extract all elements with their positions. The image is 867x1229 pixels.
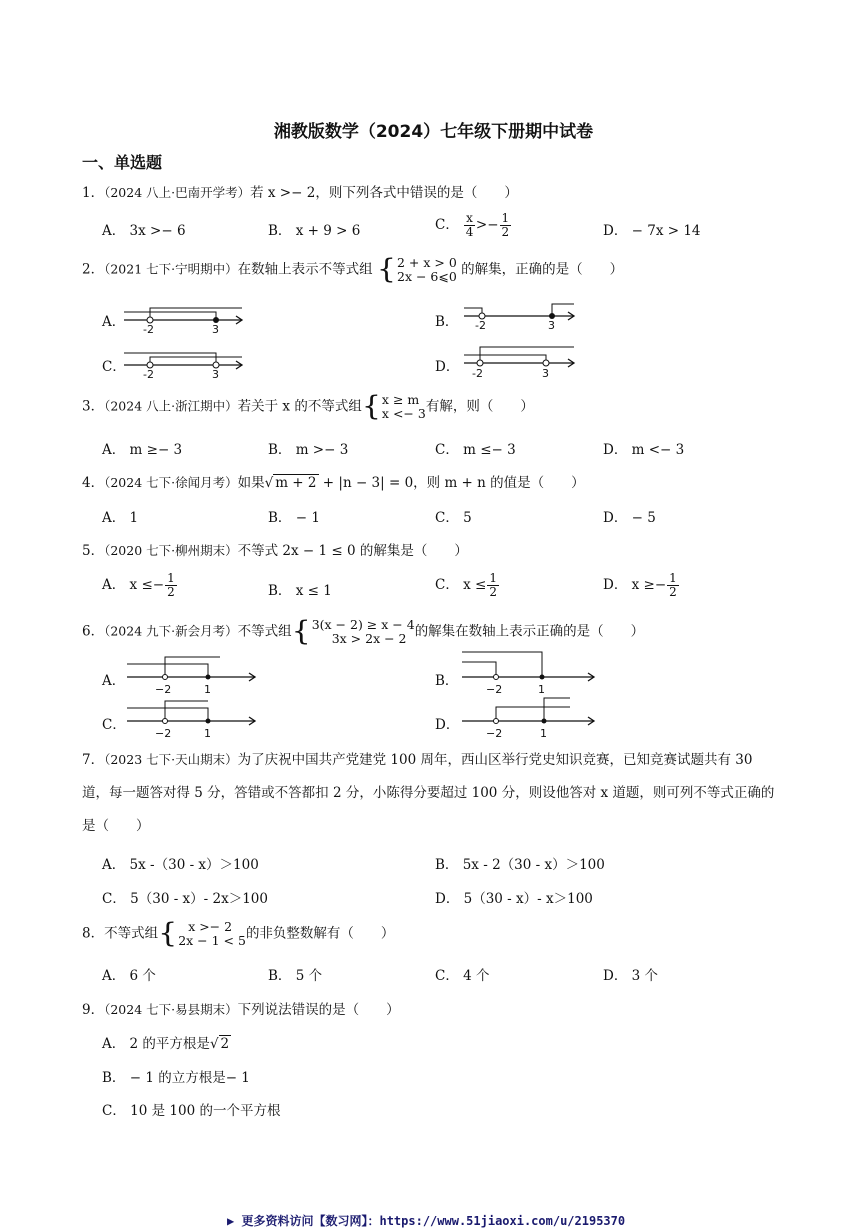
q3-option-b[interactable]: B． m >− 3 <box>268 442 349 458</box>
svg-text:-2: -2 <box>472 367 483 380</box>
q2-option-c[interactable]: C． <box>102 359 126 375</box>
q-source: （2024 八上·巴南开学考） <box>104 185 251 200</box>
svg-text:1: 1 <box>538 683 545 696</box>
question-2: 2．（2021 七下·宁明期中）在数轴上表示不等式组 { 2 + x > 0 2x − 6⩽0 的解集，正确的是（ ） <box>82 253 624 286</box>
q7-option-a[interactable]: A． 5x ‐（30 ‐ x）＞100 <box>102 857 259 873</box>
question-7: 7．（2023 七下·天山期末）为了庆祝中国共产党建党 100 周年，西山区举行党史知识竞赛，已知竞赛试题共有 30 道，每一题答对得 5 分，答错或不答都扣 2 分，小陈得分要超过 100 分，则设他答对 x 道题，则可列不等式正确的是（ ） <box>82 752 775 834</box>
q2-option-d[interactable]: D． <box>435 359 460 375</box>
q1-option-b[interactable]: B． x + 9 > 6 <box>268 223 361 239</box>
svg-text:−2: −2 <box>155 727 172 740</box>
q6-number-line-b <box>460 650 600 698</box>
svg-text:3: 3 <box>212 368 219 381</box>
q8-option-d[interactable]: D． 3 个 <box>603 968 659 984</box>
q6-number-line-a <box>125 650 265 698</box>
svg-text:3: 3 <box>548 319 555 332</box>
q3-option-d[interactable]: D． m <− 3 <box>603 442 685 458</box>
q2-option-b[interactable]: B． <box>435 314 459 330</box>
q4-option-c[interactable]: C． 5 <box>435 510 472 526</box>
q6-option-d[interactable]: D． <box>435 717 460 733</box>
q-text: ，则下列各式中错误的是（ ） <box>315 185 518 201</box>
svg-text:−2: −2 <box>486 683 503 696</box>
svg-text:3: 3 <box>542 367 549 380</box>
question-8: 8．不等式组 { x >− 2 2x − 1 < 5 的非负整数解有（ ） <box>82 917 395 950</box>
svg-text:-2: -2 <box>143 368 154 381</box>
q1-option-a[interactable]: A． 3x >− 6 <box>102 223 186 239</box>
svg-text:1: 1 <box>540 727 547 740</box>
question-5: 5．（2020 七下·柳州期末）不等式 2x − 1 ≤ 0 的解集是（ ） <box>82 543 468 559</box>
q5-option-c[interactable]: C． x ≤ $\frac{1}{2}$ <box>435 571 497 599</box>
q8-option-b[interactable]: B． 5 个 <box>268 968 323 984</box>
question-9: 9．（2024 七下·易县期末）下列说法错误的是（ ） <box>82 1002 400 1018</box>
footer-link[interactable]: ▶ 更多资料访问【数习网】：https://www.51jiaoxi.com/u/2195370 <box>227 1214 626 1228</box>
q-text: 若 <box>250 185 268 201</box>
inequality-system: { 2 + x > 0 2x − 6⩽0 <box>376 253 457 286</box>
q3-option-c[interactable]: C． m ≤− 3 <box>435 442 516 458</box>
flag-icon: ▶ <box>227 1214 235 1228</box>
q8-option-a[interactable]: A． 6 个 <box>102 968 156 984</box>
page-title: 湘教版数学（2024）七年级下册期中试卷 <box>273 122 594 142</box>
section-heading: 一、单选题 <box>82 153 163 172</box>
q2-number-line-c <box>120 341 250 381</box>
q2-number-line-d <box>460 341 590 381</box>
q6-option-c[interactable]: C． <box>102 717 126 733</box>
q4-option-a[interactable]: A． 1 <box>102 510 139 526</box>
svg-text:−2: −2 <box>155 683 172 696</box>
q7-option-b[interactable]: B． 5x ‐ 2（30 ‐ x）＞100 <box>435 857 605 873</box>
q4-option-d[interactable]: D． − 5 <box>603 510 656 526</box>
q6-option-b[interactable]: B． <box>435 673 459 689</box>
q-math: x >− 2 <box>267 185 316 201</box>
svg-text:1: 1 <box>204 683 211 696</box>
svg-text:-2: -2 <box>143 323 154 336</box>
q6-option-a[interactable]: A． <box>102 673 126 689</box>
question-4: 4．（2024 七下·徐闻月考）如果√ m + 2 + |n − 3| = 0，则 m + n 的值是（ ） <box>82 475 585 491</box>
question-1 <box>82 181 518 201</box>
q1-option-d[interactable]: D． − 7x > 14 <box>603 223 701 239</box>
q7-option-c[interactable]: C． 5（30 ‐ x）‐ 2x＞100 <box>102 891 268 907</box>
q-number: 1． <box>82 185 105 201</box>
q9-option-c[interactable]: C． 10 是 100 的一个平方根 <box>102 1103 281 1119</box>
q9-option-a[interactable]: A． 2 的平方根是√ 2 <box>102 1036 230 1052</box>
q4-option-b[interactable]: B． − 1 <box>268 510 320 526</box>
q5-option-b[interactable]: B． x ≤ 1 <box>268 583 332 599</box>
q5-option-a[interactable]: A． x ≤− $\frac{1}{2}$ <box>102 571 175 599</box>
svg-text:1: 1 <box>204 727 211 740</box>
q7-option-d[interactable]: D． 5（30 ‐ x）‐ x＞100 <box>435 891 593 907</box>
question-6: 6．（2024 九下·新会月考）不等式组 { 3(x − 2) ≥ x − 4 3x > 2x − 2 的解集在数轴上表示正确的是（ ） <box>82 615 645 648</box>
q6-number-line-d <box>460 694 600 742</box>
q2-number-line-a <box>120 296 250 336</box>
q2-number-line-b <box>460 296 590 336</box>
q9-option-b[interactable]: B． − 1 的立方根是− 1 <box>102 1070 250 1086</box>
svg-text:3: 3 <box>212 323 219 336</box>
q6-number-line-c <box>125 694 265 742</box>
svg-text:-2: -2 <box>475 319 486 332</box>
q3-option-a[interactable]: A． m ≥− 3 <box>102 442 183 458</box>
question-3: 3．（2024 八上·浙江期中）若关于 x 的不等式组 { x ≥ m x <− 3 有解，则（ ） <box>82 390 534 423</box>
q5-option-d[interactable]: D． x ≥− $\frac{1}{2}$ <box>603 571 677 599</box>
q8-option-c[interactable]: C． 4 个 <box>435 968 490 984</box>
q2-option-a[interactable]: A． <box>102 314 126 330</box>
q1-option-c[interactable]: C． $\frac{x}{4}$ >− $\frac{1}{2}$ <box>435 211 510 239</box>
svg-text:−2: −2 <box>486 727 503 740</box>
